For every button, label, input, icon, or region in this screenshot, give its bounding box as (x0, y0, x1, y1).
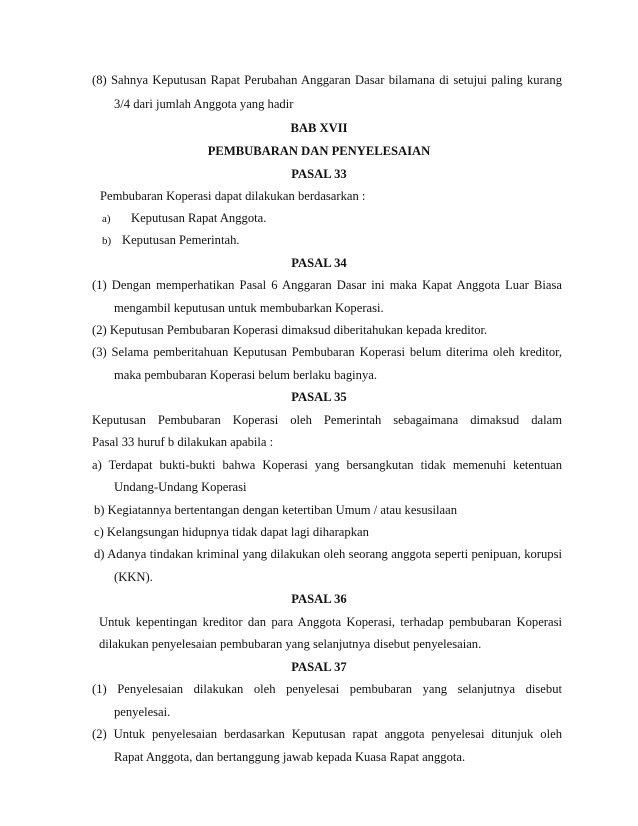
paragraph-line: (1) Penyelesaian dilakukan oleh penyelesai pembubaran yang selanjutnya disebut (92, 682, 562, 696)
paragraph-line: Pembubaran Koperasi dapat dilakukan berdasarkan : (100, 189, 366, 203)
list-marker: b) (102, 235, 112, 247)
paragraph-line: (KKN). (114, 570, 153, 584)
paragraph-line: (3) Selama pemberitahuan Keputusan Pembubaran Koperasi belum diterima oleh kreditor, (92, 345, 562, 359)
list-item: c) Kelangsungan hidupnya tidak dapat lagi diharapkan (94, 525, 369, 539)
paragraph-line: maka pembubaran Koperasi belum berlaku baginya. (114, 368, 377, 382)
paragraph-line: 3/4 dari jumlah Anggota yang hadir (114, 97, 294, 111)
paragraph-line: Pasal 33 huruf b dilakukan apabila : (92, 435, 274, 449)
list-item: b) Kegiatannya bertentangan dengan ketertiban Umum / atau kesusilaan (94, 503, 457, 517)
list-marker: a) (102, 213, 111, 225)
paragraph-line: penyelesai. (114, 705, 171, 719)
article-heading: PASAL 37 (291, 660, 347, 674)
article-heading: PASAL 35 (291, 390, 347, 404)
paragraph-line: dilakukan penyelesaian pembubaran yang selanjutnya disebut penyelesaian. (99, 637, 482, 651)
chapter-title: BAB XVII (290, 121, 348, 135)
paragraph-line: Keputusan Pembubaran Koperasi oleh Pemerintah sebagaimana dimaksud dalam (92, 413, 562, 427)
paragraph-line: a) Terdapat bukti-bukti bahwa Koperasi yang bersangkutan tidak memenuhi ketentuan (92, 458, 562, 472)
paragraph-line: Undang-Undang Koperasi (114, 480, 247, 494)
list-item: Keputusan Rapat Anggota. (131, 211, 267, 225)
paragraph-line: mengambil keputusan untuk membubarkan Koperasi. (114, 301, 384, 315)
paragraph-line: (2) Untuk penyelesaian berdasarkan Keputusan rapat anggota penyelesai ditunjuk oleh (92, 727, 562, 741)
paragraph-line: (2) Keputusan Pembubaran Koperasi dimaksud diberitahukan kepada kreditor. (92, 323, 488, 337)
paragraph-line: (8) Sahnya Keputusan Rapat Perubahan Anggaran Dasar bilamana di setujui paling kurang (92, 73, 562, 87)
paragraph-line: (1) Dengan memperhatikan Pasal 6 Anggaran Dasar ini maka Kapat Anggota Luar Biasa (92, 278, 562, 292)
article-heading: PASAL 34 (291, 256, 347, 270)
list-item: d) Adanya tindakan kriminal yang dilakukan oleh seorang anggota seperti penipuan, korupsi (94, 547, 562, 561)
paragraph-line: Untuk kepentingan kreditor dan para Anggota Koperasi, terhadap pembubaran Koperasi (99, 615, 562, 629)
article-heading: PASAL 36 (291, 592, 347, 606)
list-item: Keputusan Pemerintah. (122, 233, 240, 247)
chapter-subtitle: PEMBUBARAN DAN PENYELESAIAN (207, 144, 431, 158)
article-heading: PASAL 33 (291, 167, 347, 181)
paragraph-line: Rapat Anggota, dan bertanggung jawab kepada Kuasa Rapat anggota. (114, 750, 466, 764)
